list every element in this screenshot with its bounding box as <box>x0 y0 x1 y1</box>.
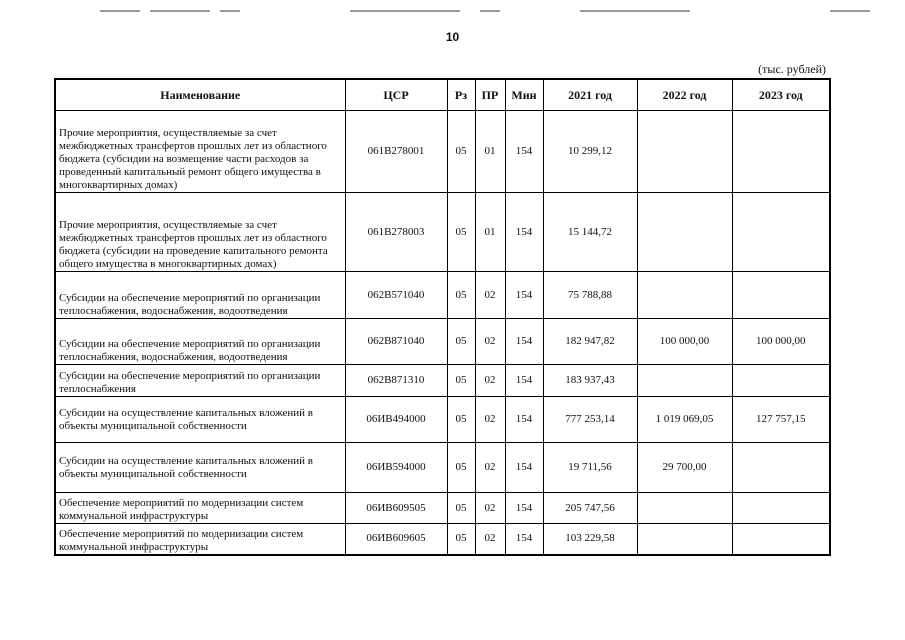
row-csr: 062B871040 <box>345 319 447 365</box>
row-2022 <box>637 524 732 555</box>
col-header-csr: ЦСР <box>345 79 447 111</box>
row-csr: 06ИВ609505 <box>345 493 447 524</box>
row-min: 154 <box>505 524 543 555</box>
row-min: 154 <box>505 319 543 365</box>
col-header-2021: 2021 год <box>543 79 637 111</box>
col-header-min: Мин <box>505 79 543 111</box>
row-2023 <box>732 493 830 524</box>
row-min: 154 <box>505 111 543 193</box>
row-rz: 05 <box>447 365 475 397</box>
row-pr: 02 <box>475 524 505 555</box>
row-2023 <box>732 443 830 493</box>
units-note: (тыс. рублей) <box>758 62 826 76</box>
row-pr: 01 <box>475 193 505 272</box>
row-csr: 061B278003 <box>345 193 447 272</box>
row-name: Обеспечение мероприятий по модернизации систем коммунальной инфраструктуры <box>55 524 345 555</box>
row-csr: 06ИВ494000 <box>345 397 447 443</box>
row-2021: 182 947,82 <box>543 319 637 365</box>
row-pr: 02 <box>475 319 505 365</box>
row-pr: 02 <box>475 493 505 524</box>
row-2021: 19 711,56 <box>543 443 637 493</box>
row-rz: 05 <box>447 397 475 443</box>
row-name: Обеспечение мероприятий по модернизации систем коммунальной инфраструктуры <box>55 493 345 524</box>
row-name: Прочие мероприятия, осуществляемые за счет межбюджетных трансфертов прошлых лет из областного бюджета (субсидии на проведение капитального ремонта общего имущества в многоквартирных домах) <box>55 193 345 272</box>
row-2023 <box>732 272 830 319</box>
row-min: 154 <box>505 443 543 493</box>
row-2021: 777 253,14 <box>543 397 637 443</box>
row-2022 <box>637 365 732 397</box>
table-row <box>55 524 830 555</box>
col-header-2022: 2022 год <box>637 79 732 111</box>
row-2021: 205 747,56 <box>543 493 637 524</box>
row-min: 154 <box>505 397 543 443</box>
row-2023 <box>732 111 830 193</box>
table-row <box>55 272 830 319</box>
row-2021: 15 144,72 <box>543 193 637 272</box>
row-2022 <box>637 193 732 272</box>
row-2021: 183 937,43 <box>543 365 637 397</box>
row-csr: 06ИВ609605 <box>345 524 447 555</box>
table-row <box>55 193 830 272</box>
row-csr: 06ИВ594000 <box>345 443 447 493</box>
row-2022: 100 000,00 <box>637 319 732 365</box>
row-2023 <box>732 365 830 397</box>
row-rz: 05 <box>447 319 475 365</box>
scan-header-marks <box>40 10 870 14</box>
table-row <box>55 365 830 397</box>
row-2022 <box>637 111 732 193</box>
row-pr: 02 <box>475 397 505 443</box>
row-2023: 100 000,00 <box>732 319 830 365</box>
col-header-name: Наименование <box>55 79 345 111</box>
row-2023: 127 757,15 <box>732 397 830 443</box>
row-pr: 02 <box>475 272 505 319</box>
row-2021: 10 299,12 <box>543 111 637 193</box>
row-rz: 05 <box>447 111 475 193</box>
row-2023 <box>732 193 830 272</box>
col-header-2023: 2023 год <box>732 79 830 111</box>
table-row <box>55 319 830 365</box>
budget-table <box>54 78 831 556</box>
row-csr: 062B571040 <box>345 272 447 319</box>
table-row <box>55 493 830 524</box>
row-name: Субсидии на осуществление капитальных вложений в объекты муниципальной собственности <box>55 443 345 493</box>
row-rz: 05 <box>447 272 475 319</box>
page-number: 10 <box>445 30 460 44</box>
row-name: Субсидии на обеспечение мероприятий по организации теплоснабжения <box>55 365 345 397</box>
row-min: 154 <box>505 193 543 272</box>
row-rz: 05 <box>447 524 475 555</box>
row-pr: 02 <box>475 443 505 493</box>
row-2022 <box>637 272 732 319</box>
row-min: 154 <box>505 493 543 524</box>
row-pr: 02 <box>475 365 505 397</box>
table-row <box>55 111 830 193</box>
header-row <box>55 79 830 111</box>
table-row <box>55 443 830 493</box>
row-name: Субсидии на осуществление капитальных вложений в объекты муниципальной собственности <box>55 397 345 443</box>
row-pr: 01 <box>475 111 505 193</box>
row-2021: 103 229,58 <box>543 524 637 555</box>
table-row <box>55 397 830 443</box>
col-header-rz: Рз <box>447 79 475 111</box>
row-name: Субсидии на обеспечение мероприятий по организации теплоснабжения, водоснабжения, водоотведения <box>55 272 345 319</box>
row-rz: 05 <box>447 443 475 493</box>
row-rz: 05 <box>447 493 475 524</box>
row-min: 154 <box>505 272 543 319</box>
row-2022: 29 700,00 <box>637 443 732 493</box>
row-2022: 1 019 069,05 <box>637 397 732 443</box>
row-csr: 062B871310 <box>345 365 447 397</box>
row-2022 <box>637 493 732 524</box>
row-name: Субсидии на обеспечение мероприятий по организации теплоснабжения, водоснабжения, водоотведения <box>55 319 345 365</box>
row-csr: 061B278001 <box>345 111 447 193</box>
row-rz: 05 <box>447 193 475 272</box>
row-min: 154 <box>505 365 543 397</box>
col-header-pr: ПР <box>475 79 505 111</box>
row-name: Прочие мероприятия, осуществляемые за счет межбюджетных трансфертов прошлых лет из областного бюджета (субсидии на возмещение части расходов за проведенный капитальный ремонт общего имущества в многоквартирных домах) <box>55 111 345 193</box>
row-2021: 75 788,88 <box>543 272 637 319</box>
row-2023 <box>732 524 830 555</box>
